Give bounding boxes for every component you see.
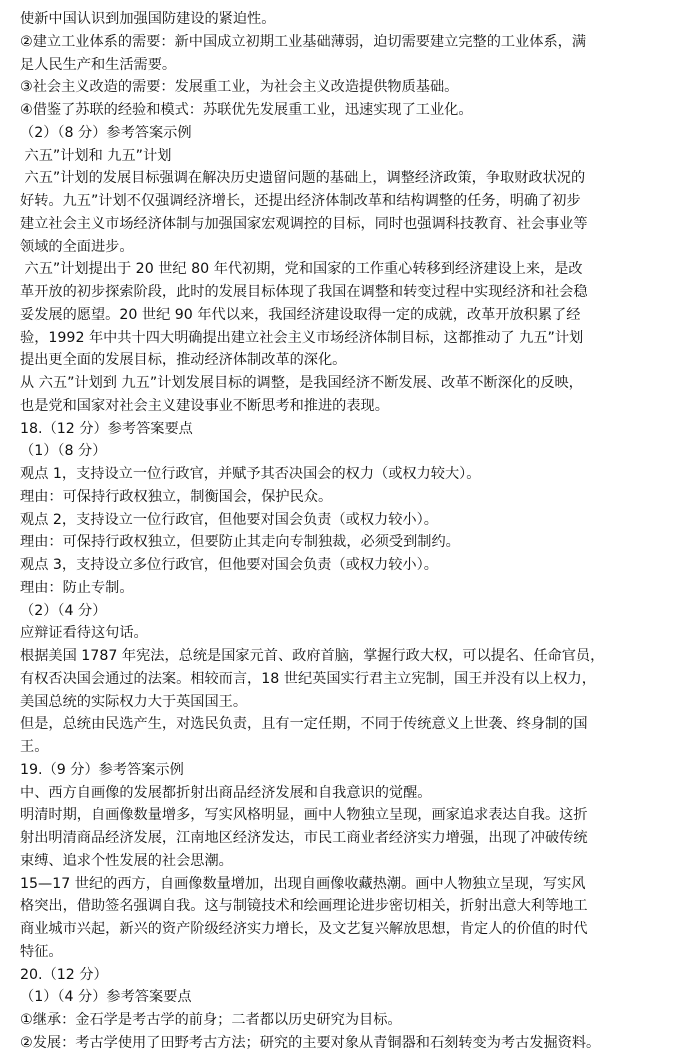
text-line: 提出更全面的发展目标，推动经济体制改革的深化。 [20, 352, 347, 369]
section-heading: （1）（4 分）参考答案要点 [20, 989, 192, 1006]
text-line: ③社会主义改造的需要：发展重工业，为社会主义改造提供物质基础。 [20, 79, 459, 96]
text-line: 六五”计划的发展目标强调在解决历史遗留问题的基础上，调整经济政策，争取财政状况的 [20, 170, 586, 187]
question-heading: 19.（9 分）参考答案示例 [20, 761, 184, 778]
text-line: 王。 [20, 739, 49, 755]
question-heading: 18.（12 分）参考答案要点 [20, 420, 193, 437]
text-line: 观点 1，支持设立一位行政官，并赋予其否决国会的权力（或权力较大）。 [20, 466, 481, 482]
text-line: 六五”计划和 九五”计划 [20, 147, 172, 164]
text-line: 根据美国 1787 年宪法，总统是国家元首、政府首脑，掌握行政大权，可以提名、任命官员， [20, 648, 605, 664]
text-line: 理由：可保持行政权独立，制衡国会，保护民众。 [20, 488, 333, 505]
text-line: ④借鉴了苏联的经验和模式：苏联优先发展重工业，迅速实现了工业化。 [20, 102, 473, 118]
text-line: 足人民生产和生活需要。 [20, 56, 177, 73]
text-line: 验，1992 年中共十四大明确提出建立社会主义市场经济体制目标，这都推动了 九五”计划 [20, 329, 584, 346]
text-line: 中、西方自画像的发展都折射出商品经济发展和自我意识的觉醒。 [20, 784, 432, 801]
text-line: 理由：防止专制。 [20, 579, 134, 596]
text-line: 格突出，借助签名强调自我。这与制镜技术和绘画理论进步密切相关，折射出意大利等地工 [20, 898, 588, 915]
text-line: 观点 3，支持设立多位行政官，但他要对国会负责（或权力较小）。 [20, 557, 438, 573]
text-line: 建立社会主义市场经济体制与加强国家宏观调控的目标，同时也强调科技教育、社会事业等 [20, 215, 588, 232]
text-line: 明清时期，自画像数量增多，写实风格明显，画中人物独立呈现，画家追求表达自我。这折 [20, 807, 588, 824]
text-line: 应辩证看待这句话。 [20, 625, 148, 642]
text-line: 六五”计划提出于 20 世纪 80 年代初期，党和国家的工作重心转移到经济建设上来，是改 [20, 261, 583, 278]
text-line: ②建立工业体系的需要：新中国成立初期工业基础薄弱，迫切需要建立完整的工业体系，满 [20, 33, 587, 50]
question-heading: 20.（12 分） [20, 966, 108, 983]
text-line: 也是党和国家对社会主义建设事业不断思考和推进的表现。 [20, 397, 389, 414]
text-line: 领域的全面进步。 [20, 238, 134, 255]
text-line: 好转。九五”计划不仅强调经济增长，还提出经济体制改革和结构调整的任务，明确了初步 [20, 193, 581, 209]
text-line: 观点 2，支持设立一位行政官，但他要对国会负责（或权力较小）。 [20, 511, 438, 528]
text-line: 束缚、追求个性发展的社会思潮。 [20, 852, 233, 869]
text-line: 革开放的初步探索阶段，此时的发展目标体现了我国在调整和转变过程中实现经济和社会稳 [20, 284, 588, 300]
text-line: 15—17 世纪的西方，自画像数量增加，出现自画像收藏热潮。画中人物独立呈现，写实风 [20, 875, 586, 892]
text-line: 美国总统的实际权力大于英国国王。 [20, 693, 248, 710]
text-line: 使新中国认识到加强国防建设的紧迫性。 [20, 11, 276, 27]
text-line: 从 六五”计划到 九五”计划发展目标的调整，是我国经济不断发展、改革不断深化的反映， [20, 375, 583, 391]
text-line: ①继承：金石学是考古学的前身；二者都以历史研究为目标。 [20, 1012, 402, 1028]
section-heading: （2）（8 分）参考答案示例 [20, 124, 192, 141]
text-line: ②发展：考古学使用了田野考古方法；研究的主要对象从青铜器和石刻转变为考古发掘资料。 [20, 1034, 601, 1051]
text-line: 妥发展的愿望。20 世纪 90 年代以来，我国经济建设取得一定的成就，改革开放积累了经 [20, 306, 581, 323]
text-line: 射出明清商品经济发展，江南地区经济发达，市民工商业者经济实力增强，出现了冲破传统 [20, 830, 588, 846]
section-heading: （2）（4 分） [20, 602, 107, 619]
section-heading: （1）（8 分） [20, 443, 107, 460]
text-line: 但是，总统由民选产生，对选民负责，且有一定任期，不同于传统意义上世袭、终身制的国 [20, 716, 588, 733]
text-line: 理由：可保持行政权独立，但要防止其走向专制独裁，必须受到制约。 [20, 534, 460, 551]
text-line: 商业城市兴起，新兴的资产阶级经济实力增长，及文艺复兴解放思想，肯定人的价值的时代 [20, 921, 588, 937]
text-line: 特征。 [20, 943, 63, 960]
text-line: 有权否决国会通过的法案。相较而言，18 世纪英国实行君主立宪制，国王并没有以上权力， [20, 670, 596, 687]
